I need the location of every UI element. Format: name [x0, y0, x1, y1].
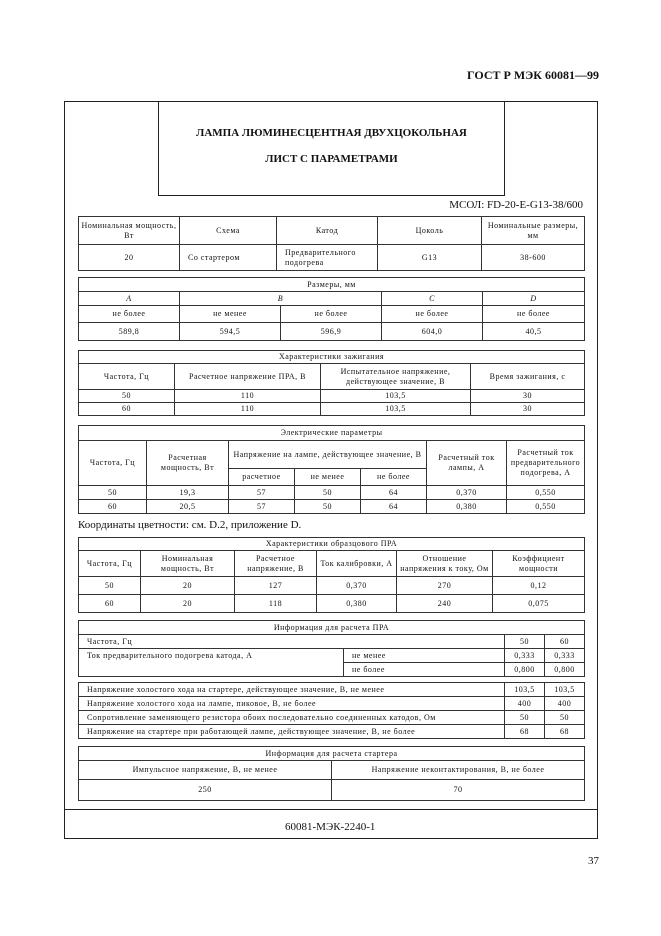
value-cell: 50 [79, 577, 141, 595]
value-cell: 0,075 [493, 595, 585, 613]
value-cell: 70 [332, 780, 585, 801]
value-cell: 127 [235, 577, 317, 595]
table-title: Характеристики образцового ПРА [79, 538, 585, 551]
value-cell: 0,333 [545, 649, 585, 663]
header-cell: Испытательное напряжение, действующее значение, В [321, 364, 471, 390]
value-cell: 30 [471, 403, 585, 416]
value-cell: 38-600 [482, 245, 585, 271]
value-cell: 50 [79, 390, 175, 403]
header-cell: Коэффициент мощности [493, 551, 585, 577]
value-cell: 604,0 [382, 323, 483, 341]
header-cell: Расчетное напряжение ПРА, В [175, 364, 321, 390]
value-cell: 0,370 [317, 577, 397, 595]
value-cell: 103,5 [321, 403, 471, 416]
row-label: Напряжение на стартере при работающей лампе, действующее значение, В, не более [79, 725, 505, 739]
value-cell: 250 [79, 780, 332, 801]
value-cell: 0,380 [427, 500, 507, 514]
value-cell: 0,800 [545, 663, 585, 677]
limit-cell: не более [281, 306, 382, 323]
dim-letter: D [483, 292, 585, 306]
header-cell: Частота, Гц [79, 364, 175, 390]
sheet-subtitle: ЛИСТ С ПАРАМЕТРАМИ [265, 153, 398, 165]
header-cell: Импульсное напряжение, В, не менее [79, 761, 332, 780]
header-cell: Катод [277, 217, 378, 245]
mcol-designation: МСОЛ: FD-20-E-G13-38/600 [449, 199, 583, 211]
header-cell: Номинальные размеры, мм [482, 217, 585, 245]
starter-design-table [78, 746, 585, 801]
value-cell: 118 [235, 595, 317, 613]
value-cell: 103,5 [545, 683, 585, 697]
table-title: Информация для расчета стартера [79, 747, 585, 761]
value-cell: 270 [397, 577, 493, 595]
value-cell: 0,550 [507, 500, 585, 514]
value-cell: 596,9 [281, 323, 382, 341]
value-cell: G13 [378, 245, 482, 271]
limit-cell: не более [344, 663, 505, 677]
header-cell: Напряжение на лампе, действующее значение, В [229, 441, 427, 469]
value-cell: Со стартером [180, 245, 277, 271]
value-cell: 60 [79, 403, 175, 416]
ignition-table [78, 350, 585, 416]
value-cell: 110 [175, 403, 321, 416]
header-cell: Расчетный ток предварительного подогрева, А [507, 441, 585, 486]
subheader-cell: расчетное [229, 469, 295, 486]
value-cell: Предварительного подогрева [277, 245, 378, 271]
value-cell: 0,370 [427, 486, 507, 500]
value-cell: 0,12 [493, 577, 585, 595]
header-cell: Расчетный ток лампы, А [427, 441, 507, 486]
table-title: Электрические параметры [79, 426, 585, 441]
sheet-title: ЛАМПА ЛЮМИНЕСЦЕНТНАЯ ДВУХЦОКОЛЬНАЯ [196, 127, 467, 139]
title-block [158, 102, 505, 196]
table-title: Информация для расчета ПРА [79, 621, 585, 635]
value-cell: 57 [229, 500, 295, 514]
value-cell: 68 [505, 725, 545, 739]
footer-code: 60081-МЭК-2240-1 [285, 821, 376, 833]
value-cell: 60 [79, 595, 141, 613]
header-cell: Расчетная мощность, Вт [147, 441, 229, 486]
limit-cell: не более [483, 306, 585, 323]
row-label: Сопротивление заменяющего резистора обоих последовательно соединенных катодов, Ом [79, 711, 505, 725]
value-cell: 400 [505, 697, 545, 711]
header-cell: Ток калибровки, А [317, 551, 397, 577]
value-cell: 0,380 [317, 595, 397, 613]
header-cell: Номинальная мощность, Вт [141, 551, 235, 577]
footer-block [65, 809, 597, 841]
value-cell: 20 [141, 595, 235, 613]
value-cell: 103,5 [505, 683, 545, 697]
gost-code: ГОСТ Р МЭК 60081—99 [467, 68, 599, 82]
value-cell: 110 [175, 390, 321, 403]
value-cell: 0,333 [505, 649, 545, 663]
value-cell: 20 [141, 577, 235, 595]
dim-letter: C [382, 292, 483, 306]
value-cell: 64 [361, 500, 427, 514]
value-cell: 594,5 [180, 323, 281, 341]
header-cell: Напряжение неконтактирования, В, не более [332, 761, 585, 780]
header-cell: Частота, Гц [79, 551, 141, 577]
header-cell: Время зажигания, с [471, 364, 585, 390]
table-title: Характеристики зажигания [79, 351, 585, 364]
value-cell: 0,550 [507, 486, 585, 500]
general-table [78, 216, 585, 271]
value-cell: 60 [545, 635, 585, 649]
value-cell: 0,800 [505, 663, 545, 677]
page-number: 37 [588, 855, 599, 867]
value-cell: 50 [295, 500, 361, 514]
value-cell: 240 [397, 595, 493, 613]
dim-letter: A [79, 292, 180, 306]
value-cell: 103,5 [321, 390, 471, 403]
limit-cell: не более [79, 306, 180, 323]
value-cell: 57 [229, 486, 295, 500]
dimensions-table [78, 277, 585, 341]
value-cell: 30 [471, 390, 585, 403]
value-cell: 400 [545, 697, 585, 711]
row-label: Напряжение холостого хода на стартере, действующее значение, В, не менее [79, 683, 505, 697]
value-cell: 589,8 [79, 323, 180, 341]
row-label: Напряжение холостого хода на лампе, пиковое, В, не более [79, 697, 505, 711]
row-label: Частота, Гц [79, 635, 505, 649]
row-label: Ток предварительного подогрева катода, А [79, 649, 344, 677]
limit-cell: не более [382, 306, 483, 323]
reference-ballast-table [78, 537, 585, 613]
header-cell: Отношение напряжения к току, Ом [397, 551, 493, 577]
value-cell: 50 [505, 711, 545, 725]
ballast-design-table [78, 620, 585, 739]
value-cell: 68 [545, 725, 585, 739]
header-cell: Частота, Гц [79, 441, 147, 486]
value-cell: 20,5 [147, 500, 229, 514]
value-cell: 50 [79, 486, 147, 500]
header-cell: Цоколь [378, 217, 482, 245]
subheader-cell: не более [361, 469, 427, 486]
table-title: Размеры, мм [79, 278, 585, 292]
header-cell: Расчетное напряжение, В [235, 551, 317, 577]
value-cell: 60 [79, 500, 147, 514]
value-cell: 50 [545, 711, 585, 725]
value-cell: 19,3 [147, 486, 229, 500]
dim-letter: B [180, 292, 382, 306]
header-cell: Номинальная мощность, Вт [79, 217, 180, 245]
value-cell: 20 [79, 245, 180, 271]
header-cell: Схема [180, 217, 277, 245]
value-cell: 40,5 [483, 323, 585, 341]
limit-cell: не менее [180, 306, 281, 323]
limit-cell: не менее [344, 649, 505, 663]
chromaticity-note: Координаты цветности: см. D.2, приложение D. [78, 519, 302, 531]
value-cell: 64 [361, 486, 427, 500]
value-cell: 50 [505, 635, 545, 649]
value-cell: 50 [295, 486, 361, 500]
electrical-table [78, 425, 585, 514]
subheader-cell: не менее [295, 469, 361, 486]
